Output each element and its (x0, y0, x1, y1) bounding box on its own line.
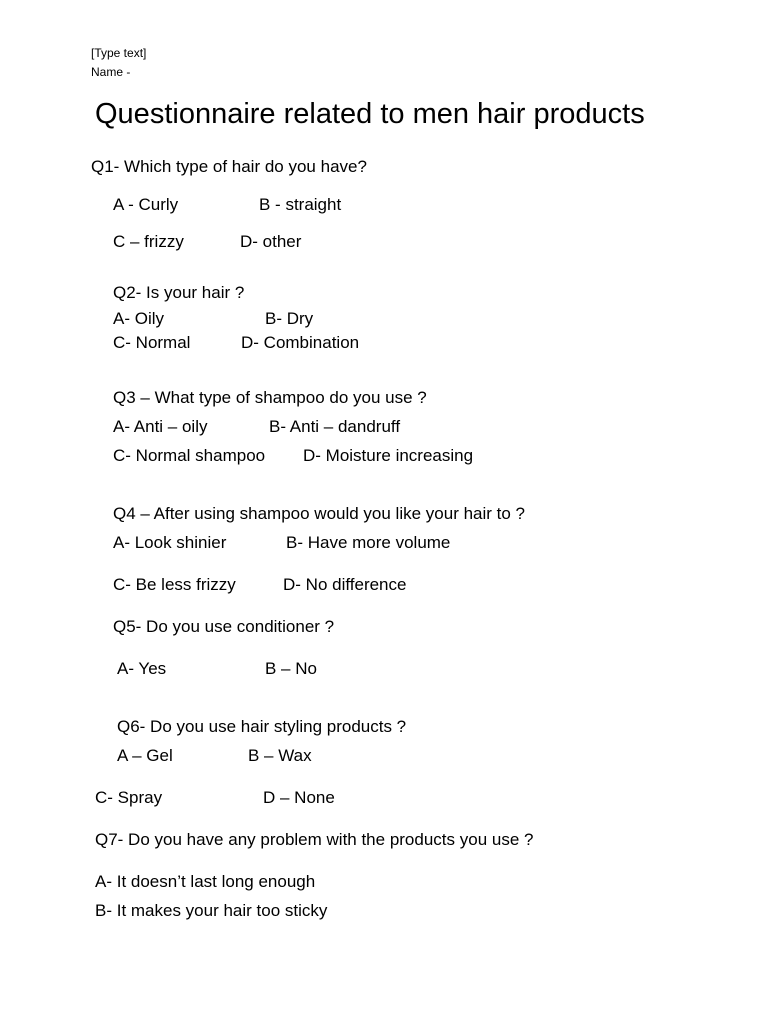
q5-option-b: B – No (265, 659, 317, 678)
q7-question: Q7- Do you have any problem with the products you use ? (95, 830, 534, 849)
q1-option-d: D- other (240, 232, 302, 251)
q3-question: Q3 – What type of shampoo do you use ? (113, 388, 427, 407)
q2-option-c: C- Normal (113, 333, 191, 352)
q6-option-a: A – Gel (117, 746, 173, 765)
q4-option-a: A- Look shinier (113, 533, 227, 552)
q7-option-a: A- It doesn’t last long enough (95, 872, 316, 891)
q6-question: Q6- Do you use hair styling products ? (117, 717, 407, 736)
q3-option-d: D- Moisture increasing (303, 446, 474, 465)
q6-option-d: D – None (263, 788, 335, 807)
q1-option-c: C – frizzy (113, 232, 184, 251)
q7-option-b: B- It makes your hair too sticky (95, 901, 328, 920)
q4-question: Q4 – After using shampoo would you like your hair to ? (113, 504, 526, 523)
type-text-placeholder: [Type text] (91, 46, 147, 60)
q1-option-a: A - Curly (113, 195, 179, 214)
q3-option-a: A- Anti – oily (113, 417, 208, 436)
q3-option-b: B- Anti – dandruff (269, 417, 401, 436)
q5-question: Q5- Do you use conditioner ? (113, 617, 335, 636)
name-label: Name - (91, 65, 131, 79)
q6-option-b: B – Wax (248, 746, 312, 765)
q4-option-d: D- No difference (283, 575, 407, 594)
q4-option-c: C- Be less frizzy (113, 575, 236, 594)
q6-option-c: C- Spray (95, 788, 163, 807)
q2-question: Q2- Is your hair ? (113, 283, 245, 302)
q3-option-c: C- Normal shampoo (113, 446, 266, 465)
q1-question: Q1- Which type of hair do you have? (91, 157, 367, 176)
q5-option-a: A- Yes (117, 659, 167, 678)
page-title: Questionnaire related to men hair products (95, 98, 645, 130)
q2-option-a: A- Oily (113, 309, 164, 328)
q2-option-b: B- Dry (265, 309, 314, 328)
q1-option-b: B - straight (259, 195, 342, 214)
q2-option-d: D- Combination (241, 333, 360, 352)
q4-option-b: B- Have more volume (286, 533, 451, 552)
